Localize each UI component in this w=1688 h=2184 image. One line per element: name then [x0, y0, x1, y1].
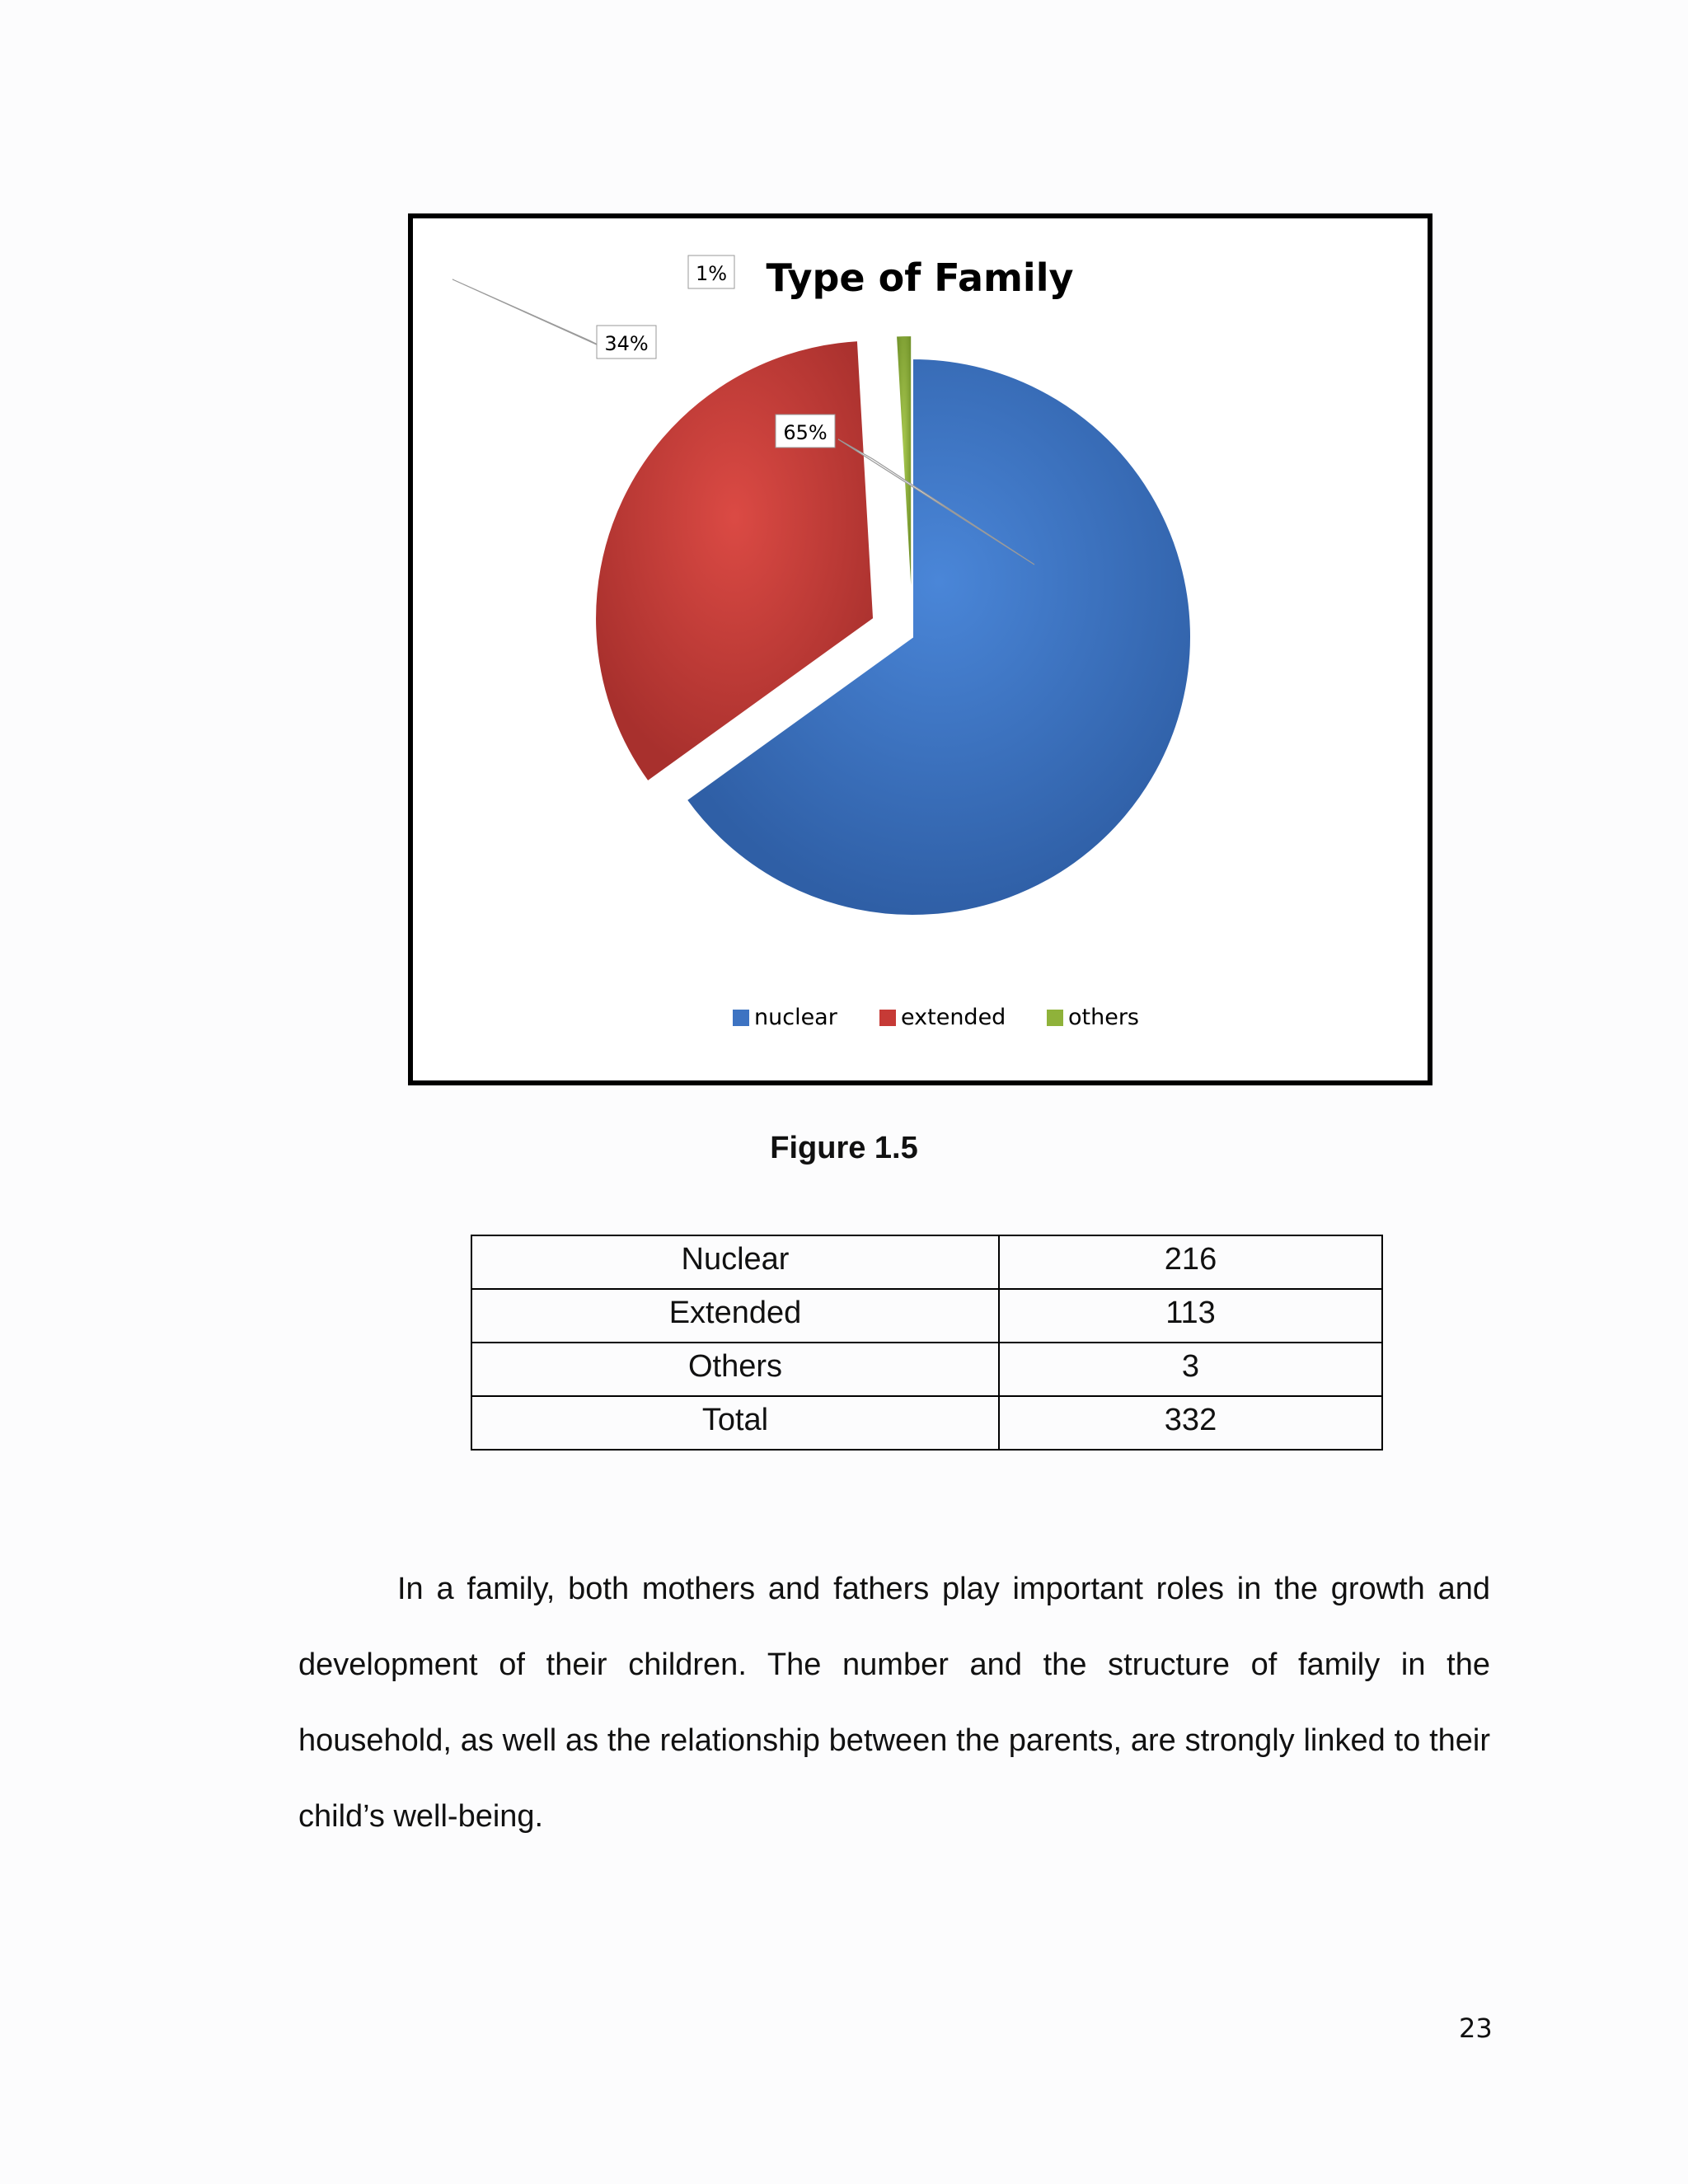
data-label-extended: 34% [604, 332, 649, 355]
chart-title: Type of Family [766, 255, 1074, 300]
legend-swatch-nuclear [733, 1010, 749, 1026]
data-label-others: 1% [695, 262, 728, 285]
data-label-nuclear: 65% [783, 421, 828, 444]
figure-caption: Figure 1.5 [770, 1131, 918, 1165]
table-cell-value: 113 [999, 1289, 1382, 1343]
body-paragraph: In a family, both mothers and fathers play important roles in the growth and development of their children. The number and the structure of family in the household, as well as the relationship between the parents, are strongly linked to their child’s well-being. [298, 1572, 1490, 1834]
table-row [471, 1235, 1382, 1289]
data-table [471, 1235, 1383, 1451]
table-cell-label: Nuclear [471, 1235, 999, 1289]
chart-frame [408, 213, 1432, 1085]
legend-swatch-extended [879, 1010, 896, 1026]
table-cell-label: Extended [471, 1289, 999, 1343]
page-number: 23 [1459, 2013, 1493, 2044]
table-row [471, 1289, 1382, 1343]
legend-label-extended: extended [901, 1005, 1006, 1030]
table-row [471, 1396, 1382, 1450]
legend-label-nuclear: nuclear [754, 1005, 837, 1030]
table-cell-label: Others [471, 1343, 999, 1396]
pie-slice-others [896, 335, 912, 614]
table-cell-label: Total [471, 1396, 999, 1450]
table-cell-value: 332 [999, 1396, 1382, 1450]
leader-line-extended [452, 279, 609, 350]
legend-label-others: others [1068, 1005, 1139, 1030]
table-cell-value: 3 [999, 1343, 1382, 1396]
table-cell-value: 216 [999, 1235, 1382, 1289]
pie-chart [413, 218, 1428, 1080]
legend-swatch-others [1047, 1010, 1063, 1026]
table-row [471, 1343, 1382, 1396]
